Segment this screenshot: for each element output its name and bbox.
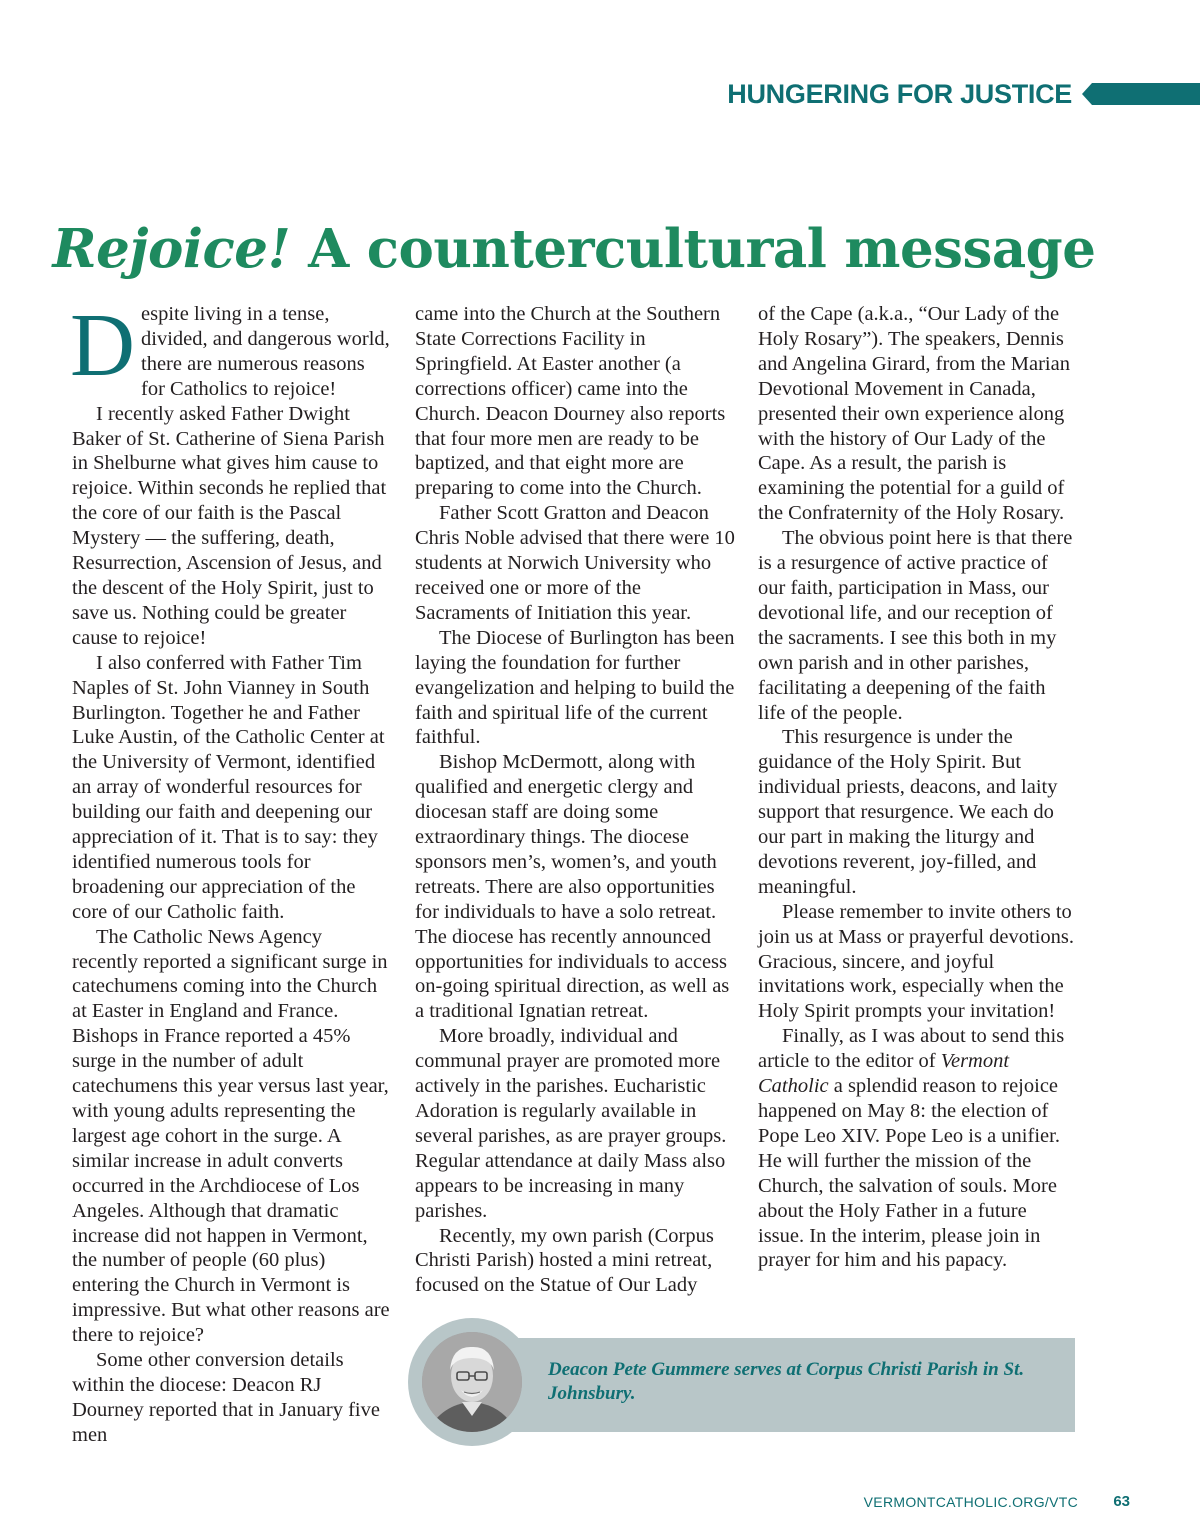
author-portrait-icon — [422, 1332, 522, 1432]
paragraph-text: espite living in a tense, divided, and dangerous world, there are numerous reasons for Catholics to rejoice! — [141, 303, 390, 400]
paragraph: The obvious point here is that there is a resurgence of active practice of our faith, participation in Mass, our devotional life, and our reception of the sacraments. I see this both in my own parish and in other parishes, facilitating a deepening of the faith life of the people. — [758, 527, 1073, 724]
publication-name: Vermont Catholic — [758, 1050, 1010, 1098]
article-headline — [0, 218, 1148, 280]
paragraph: More broadly, individual and communal prayer are promoted more actively in the parishes. Eucharistic Adoration is regularly available in several parishes, as are prayer groups. Regular attendance at daily Mass also appears to be increasing in many parishes. — [415, 1025, 727, 1222]
paragraph-text: Finally, as I was about to send this article to the editor of — [758, 1025, 1065, 1073]
section-tab-marker — [1082, 83, 1200, 105]
paragraph: Bishop McDermott, along with qualified and energetic clergy and diocesan staff are doing some extraordinary things. The diocese sponsors men’s, women’s, and youth retreats. There are also opportunities for individuals to have a solo retreat. The diocese has recently announced opportunities for individuals to access on-going spiritual direction, as well as a traditional Ignatian retreat. — [415, 751, 730, 1023]
paragraph — [70, 296, 390, 402]
article-column-1 — [70, 296, 390, 1448]
author-photo-frame — [408, 1318, 536, 1446]
paragraph — [758, 1024, 1076, 1273]
headline-rest: A countercultural message — [290, 218, 1096, 280]
paragraph: Father Scott Gratton and Deacon Chris Noble advised that there were 10 students at Norwich University who received one or more of the Sacraments of Initiation this year. — [415, 502, 735, 624]
paragraph: Some other conversion details within the diocese: Deacon RJ Dourney reported that in January five men — [72, 1349, 380, 1446]
article-column-3 — [758, 302, 1076, 1273]
paragraph: The Catholic News Agency recently reported a significant surge in catechumens coming into the Church at Easter in England and France. Bishops in France reported a 45% surge in the number of adult catechumens this year versus last year, with young adults representing the largest age cohort in the surge. A similar increase in adult converts occurred in the Archdiocese of Los Angeles. Although that dramatic increase did not happen in Vermont, the number of people (60 plus) entering the Church in Vermont is impressive. But what other reasons are there to rejoice? — [72, 925, 390, 1347]
paragraph: This resurgence is under the guidance of the Holy Spirit. But individual priests, deacons, and laity support that resurgence. We each do our part in making the liturgy and devotions reverent, joy-filled, and meaningful. — [758, 726, 1058, 898]
paragraph: I also conferred with Father Tim Naples of St. John Vianney in South Burlington. Together he and Father Luke Austin, of the Catholic Center at the University of Vermont, identified an array of wonderful resources for building our faith and deepening our appreciation of it. That is to say: they identified numerous tools for broadening our appreciation of the core of our Catholic faith. — [72, 651, 385, 923]
paragraph: I recently asked Father Dwight Baker of St. Catherine of Siena Parish in Shelburne what gives him cause to rejoice. Within seconds he replied that the core of our faith is the Pascal Mystery — the suffering, death, Resurrection, Ascension of Jesus, and the descent of the Holy Spirit, just to save us. Nothing could be greater cause to rejoice! — [72, 402, 387, 649]
footer-website: VERMONTCATHOLIC.ORG/VTC — [863, 1494, 1078, 1510]
author-photo — [422, 1332, 522, 1432]
section-title: HUNGERING FOR JUSTICE — [727, 78, 1072, 109]
author-bio-text: Deacon Pete Gummere serves at Corpus Christi Parish in St. Johnsbury. — [548, 1359, 1025, 1404]
drop-cap: D — [70, 296, 135, 395]
paragraph: of the Cape (a.k.a., “Our Lady of the Holy Rosary”). The speakers, Dennis and Angelina Girard, from the Marian Devotional Movement in Canada, presented their own experience along with the history of Our Lady of the Cape. As a result, the parish is examining the potential for a guild of the Confraternity of the Holy Rosary. — [758, 303, 1070, 525]
paragraph: Recently, my own parish (Corpus Christi Parish) hosted a mini retreat, focused on the Statue of Our Lady — [415, 1224, 714, 1297]
page-number: 63 — [1113, 1493, 1130, 1510]
headline-italic: Rejoice! — [52, 218, 291, 280]
paragraph-text: a splendid reason to rejoice happened on May 8: the election of Pope Leo XIV. Pope Leo is a unifier. He will further the mission of the Church, the salvation of souls. More about the Holy Father in a future issue. In the interim, please join in prayer for him and his papacy. — [758, 1075, 1060, 1272]
paragraph: Please remember to invite others to join us at Mass or prayerful devotions. Gracious, sincere, and joyful invitations work, especially when the Holy Spirit prompts your invitation! — [758, 900, 1074, 1023]
article-column-2 — [415, 302, 737, 1298]
paragraph: The Diocese of Burlington has been laying the foundation for further evangelization and helping to build the faith and spiritual life of the current faithful. — [415, 626, 735, 749]
section-header — [727, 78, 1200, 110]
paragraph: came into the Church at the Southern State Corrections Facility in Springfield. At Easter another (a corrections officer) came into the Church. Deacon Dourney also reports that four more men are ready to be baptized, and that eight more are preparing to come into the Church. — [415, 303, 726, 500]
